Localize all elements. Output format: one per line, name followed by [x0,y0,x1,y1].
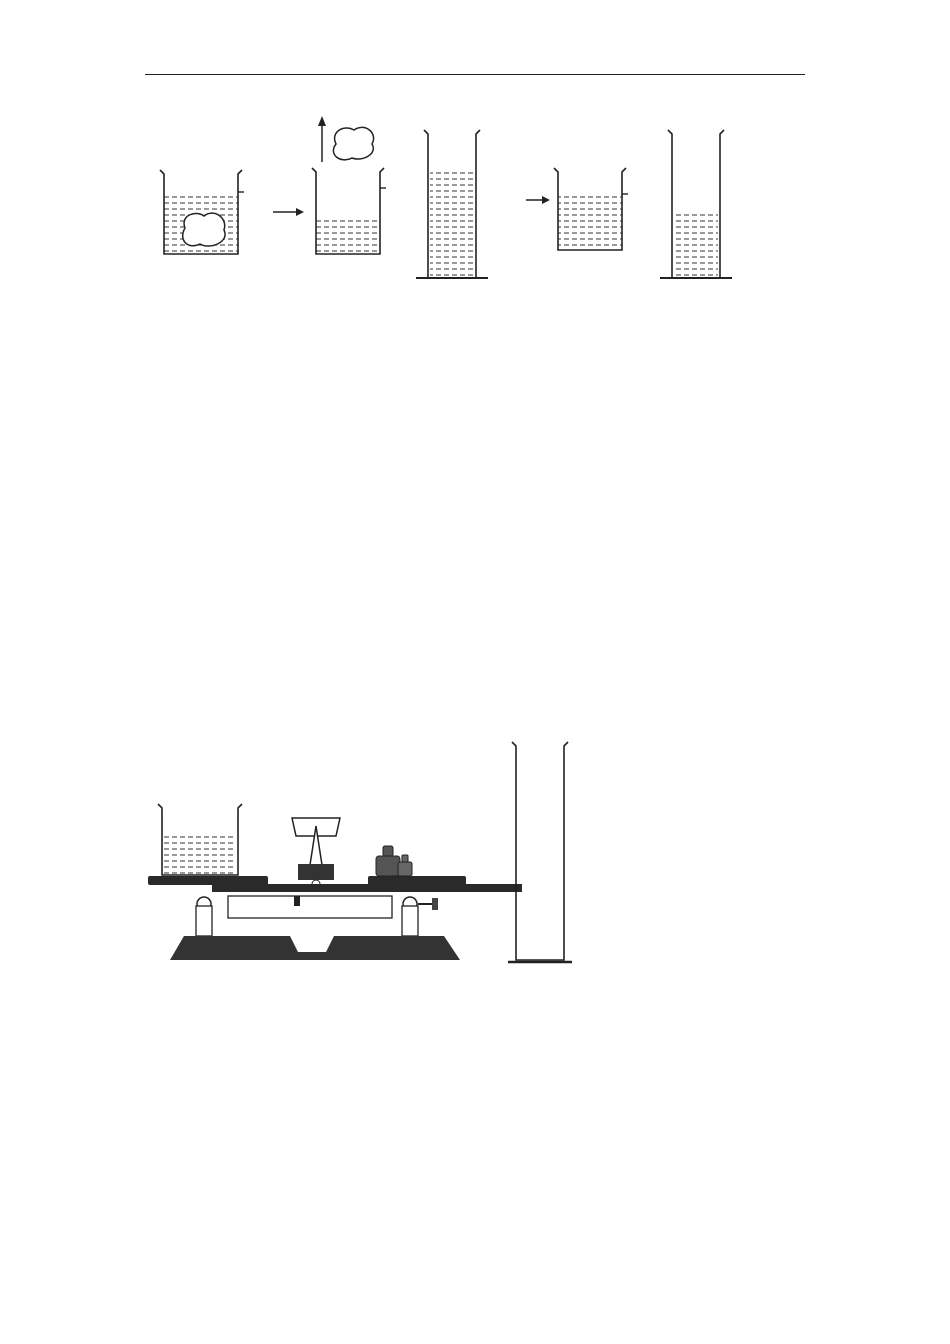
arrow-right-icon [526,196,550,204]
beaker-on-pan [158,804,242,875]
weight-50g-icon [376,846,400,876]
header-rule [145,74,805,75]
arrow-right-icon [273,208,304,216]
ore-rock-icon [183,213,225,246]
measuring-cylinder-2 [660,130,732,278]
ore-rock-icon [333,127,373,159]
rider-icon [294,896,300,906]
left-pan [148,876,268,885]
beaker-c [554,168,628,250]
rider-scale [228,896,392,918]
beaker-a [160,170,244,254]
balance-beam [212,884,522,892]
alcohol-cylinder [488,738,588,968]
beaker-b [312,168,386,254]
arrow-up-icon [318,116,326,162]
measuring-cylinder-1 [416,130,488,278]
right-pan [368,876,466,885]
ore-volume-figure [140,110,810,310]
balance-pointer [292,818,340,888]
